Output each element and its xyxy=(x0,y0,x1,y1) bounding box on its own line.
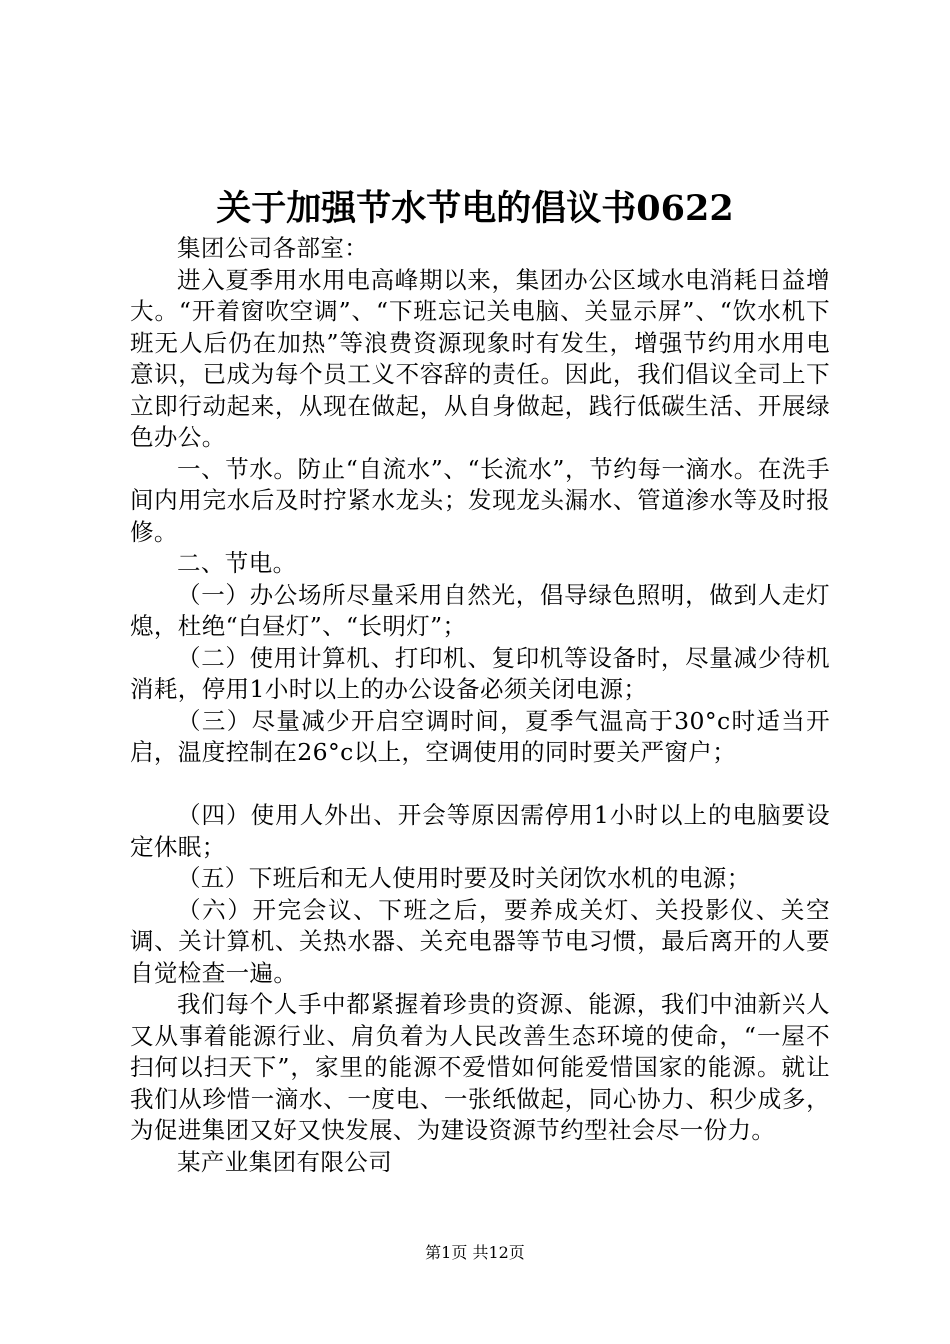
electricity-item-2: （二）使用计算机、打印机、复印机等设备时，尽量减少待机消耗，停用1小时以上的办公设备必须关闭电源； xyxy=(130,643,830,703)
electricity-item-6: （六）开完会议、下班之后，要养成关灯、关投影仪、关空调、关计算机、关热水器、关充电器等节电习惯，最后离开的人要自觉检查一遍。 xyxy=(130,895,830,987)
electricity-item-5: （五）下班后和无人使用时要及时关闭饮水机的电源； xyxy=(177,864,751,892)
page-number: 第1页 共12页 xyxy=(425,1243,525,1262)
document-title: 关于加强节水节电的倡议书0622 xyxy=(216,188,734,229)
electricity-saving-heading: 二、节电。 xyxy=(177,549,297,577)
salutation: 集团公司各部室： xyxy=(177,234,369,262)
electricity-item-3: （三）尽量减少开启空调时间，夏季气温高于30°c时适当开启，温度控制在26°c以上，空调使用的同时要关严窗户； xyxy=(130,706,830,766)
water-saving-paragraph: 一、节水。防止“自流水”、“长流水”，节约每一滴水。在洗手间内用完水后及时拧紧水龙头；发现龙头漏水、管道渗水等及时报修。 xyxy=(130,454,830,546)
intro-paragraph: 进入夏季用水用电高峰期以来，集团办公区域水电消耗日益增大。“开着窗吹空调”、“下班忘记关电脑、关显示屏”、“饮水机下班无人后仍在加热”等浪费资源现象时有发生，增强节约用水用电意识，已成为每个员工义不容辞的责任。因此，我们倡议全司上下立即行动起来，从现在做起，从自身做起，践行低碳生活、开展绿色办公。 xyxy=(130,265,830,451)
signature-organization: 某产业集团有限公司 xyxy=(177,1147,393,1176)
document-body xyxy=(130,233,830,1178)
electricity-item-1: （一）办公场所尽量采用自然光，倡导绿色照明，做到人走灯熄，杜绝“白昼灯”、“长明灯”； xyxy=(130,580,830,640)
closing-paragraph: 我们每个人手中都紧握着珍贵的资源、能源，我们中油新兴人又从事着能源行业、肩负着为人民改善生态环境的使命，“一屋不扫何以扫天下”，家里的能源不爱惜如何能爱惜国家的能源。就让我们从珍惜一滴水、一度电、一张纸做起，同心协力、积少成多，为促进集团又好又快发展、为建设资源节约型社会尽一份力。 xyxy=(130,990,830,1144)
electricity-item-4: （四）使用人外出、开会等原因需停用1小时以上的电脑要设定休眠； xyxy=(130,801,830,861)
